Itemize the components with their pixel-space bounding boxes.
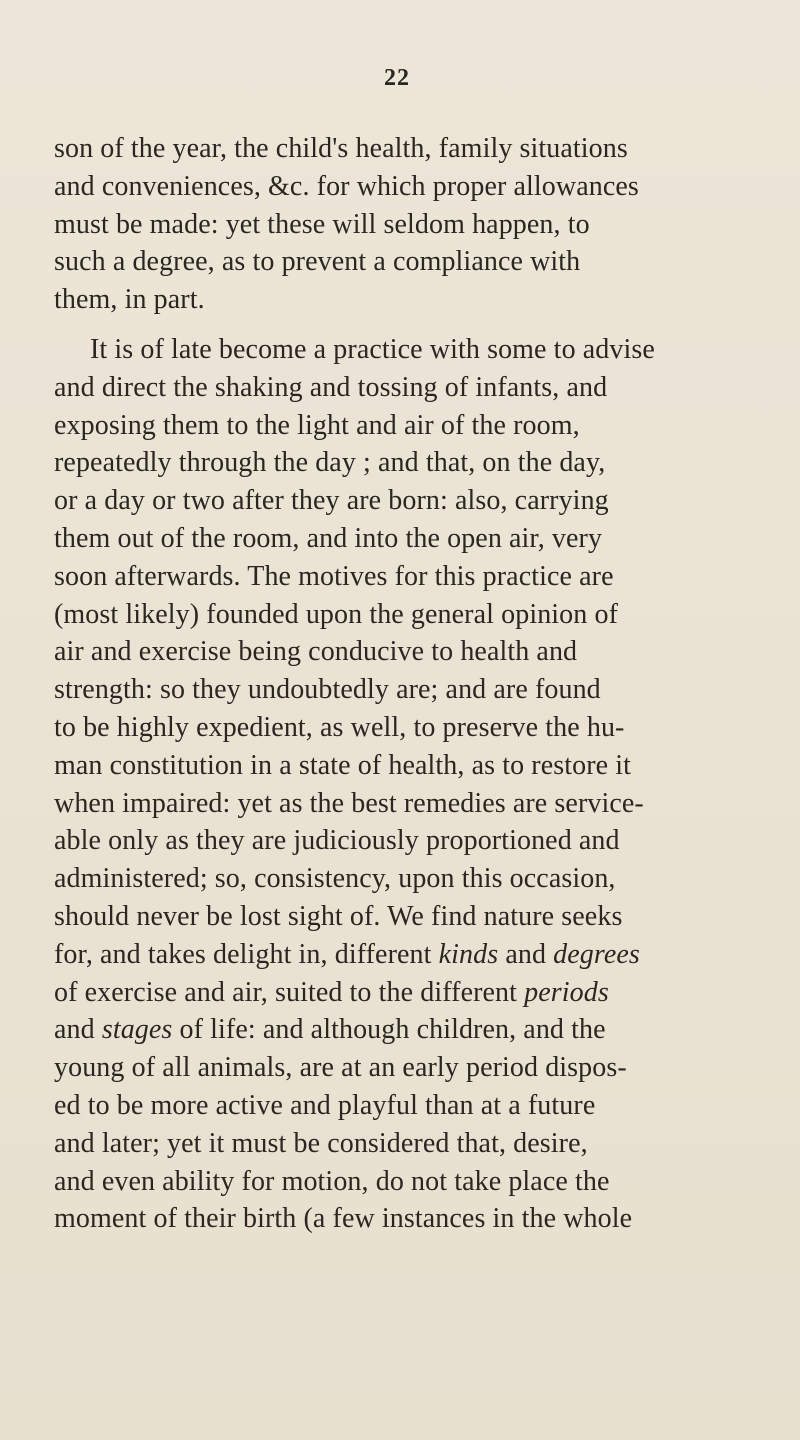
text-segment: must be made: yet these will seldom happen, to (54, 208, 590, 240)
text-line (54, 482, 800, 520)
page-number: 22 (384, 65, 410, 91)
text-line (54, 130, 800, 168)
text-line (54, 243, 800, 281)
text-segment: such a degree, as to prevent a compliance with (54, 246, 581, 278)
italic-text: kinds (438, 938, 499, 970)
italic-text: stages (101, 1014, 173, 1046)
text-segment: exposing them to the light and air of the room, (54, 409, 580, 441)
text-segment: son of the year, the child's health, family situations (54, 133, 628, 164)
text-line (54, 596, 800, 634)
text-line (54, 1163, 800, 1201)
text-line (54, 407, 800, 445)
text-segment: able only as they are judiciously proportioned and (54, 825, 620, 857)
text-line (54, 281, 800, 319)
text-segment: It is of late become a practice with some to advise (90, 333, 655, 365)
text-segment: of exercise and air, suited to the different (54, 976, 525, 1008)
text-line (54, 369, 800, 407)
paragraph (54, 130, 800, 319)
text-line (54, 520, 800, 558)
text-segment: air and exercise being conducive to health and (54, 636, 578, 668)
text-line (54, 558, 800, 596)
italic-text: periods (524, 976, 609, 1008)
text-line (54, 898, 800, 936)
text-segment: soon afterwards. The motives for this practice are (54, 560, 614, 592)
text-segment: and direct the shaking and tossing of infants, and (54, 371, 608, 403)
text-line (54, 1087, 800, 1125)
text-line (54, 331, 800, 369)
text-segment: man constitution in a state of health, as to restore it (54, 749, 632, 781)
text-line (54, 936, 800, 974)
text-line (54, 168, 800, 206)
text-segment: should never be lost sight of. We find nature seeks (54, 900, 623, 932)
text-line (54, 633, 800, 671)
text-line (54, 709, 800, 747)
text-segment: for, and takes delight in, different (54, 938, 439, 970)
text-segment: and even ability for motion, do not take place the (54, 1165, 610, 1197)
text-segment: and (54, 1014, 102, 1046)
text-segment: young of all animals, are at an early period dispos- (54, 1052, 627, 1084)
text-line (54, 1200, 800, 1238)
text-segment: them, in part. (54, 284, 205, 316)
text-line (54, 671, 800, 709)
text-line (54, 974, 800, 1012)
text-line (54, 747, 800, 785)
italic-text: degrees (553, 938, 640, 970)
text-segment: moment of their birth (a few instances in the whole (54, 1203, 633, 1235)
text-line (54, 1049, 800, 1087)
text-segment: (most likely) founded upon the general opinion of (54, 598, 618, 630)
text-line (54, 206, 800, 244)
text-segment: or a day or two after they are born: also, carrying (54, 485, 609, 517)
text-line (54, 785, 800, 823)
text-segment: ed to be more active and playful than at a future (54, 1089, 596, 1121)
text-line (54, 1011, 800, 1049)
text-segment: and later; yet it must be considered that, desire, (54, 1127, 588, 1159)
text-segment: repeatedly through the day ; and that, on the day, (54, 447, 606, 479)
text-line (54, 860, 800, 898)
text-segment: administered; so, consistency, upon this occasion, (54, 863, 616, 895)
text-line (54, 822, 800, 860)
text-line (54, 444, 800, 482)
body-text (54, 130, 800, 1238)
text-segment: and (498, 938, 554, 970)
text-segment: when impaired: yet as the best remedies are service- (54, 787, 644, 819)
text-segment: strength: so they undoubtedly are; and are found (54, 674, 601, 706)
text-segment: them out of the room, and into the open air, very (54, 522, 603, 554)
paragraph (54, 331, 800, 1238)
text-segment: and conveniences, &c. for which proper allowances (54, 170, 639, 202)
text-segment: of life: and although children, and the (172, 1014, 606, 1046)
text-line (54, 1125, 800, 1163)
text-segment: to be highly expedient, as well, to preserve the hu- (54, 711, 625, 743)
